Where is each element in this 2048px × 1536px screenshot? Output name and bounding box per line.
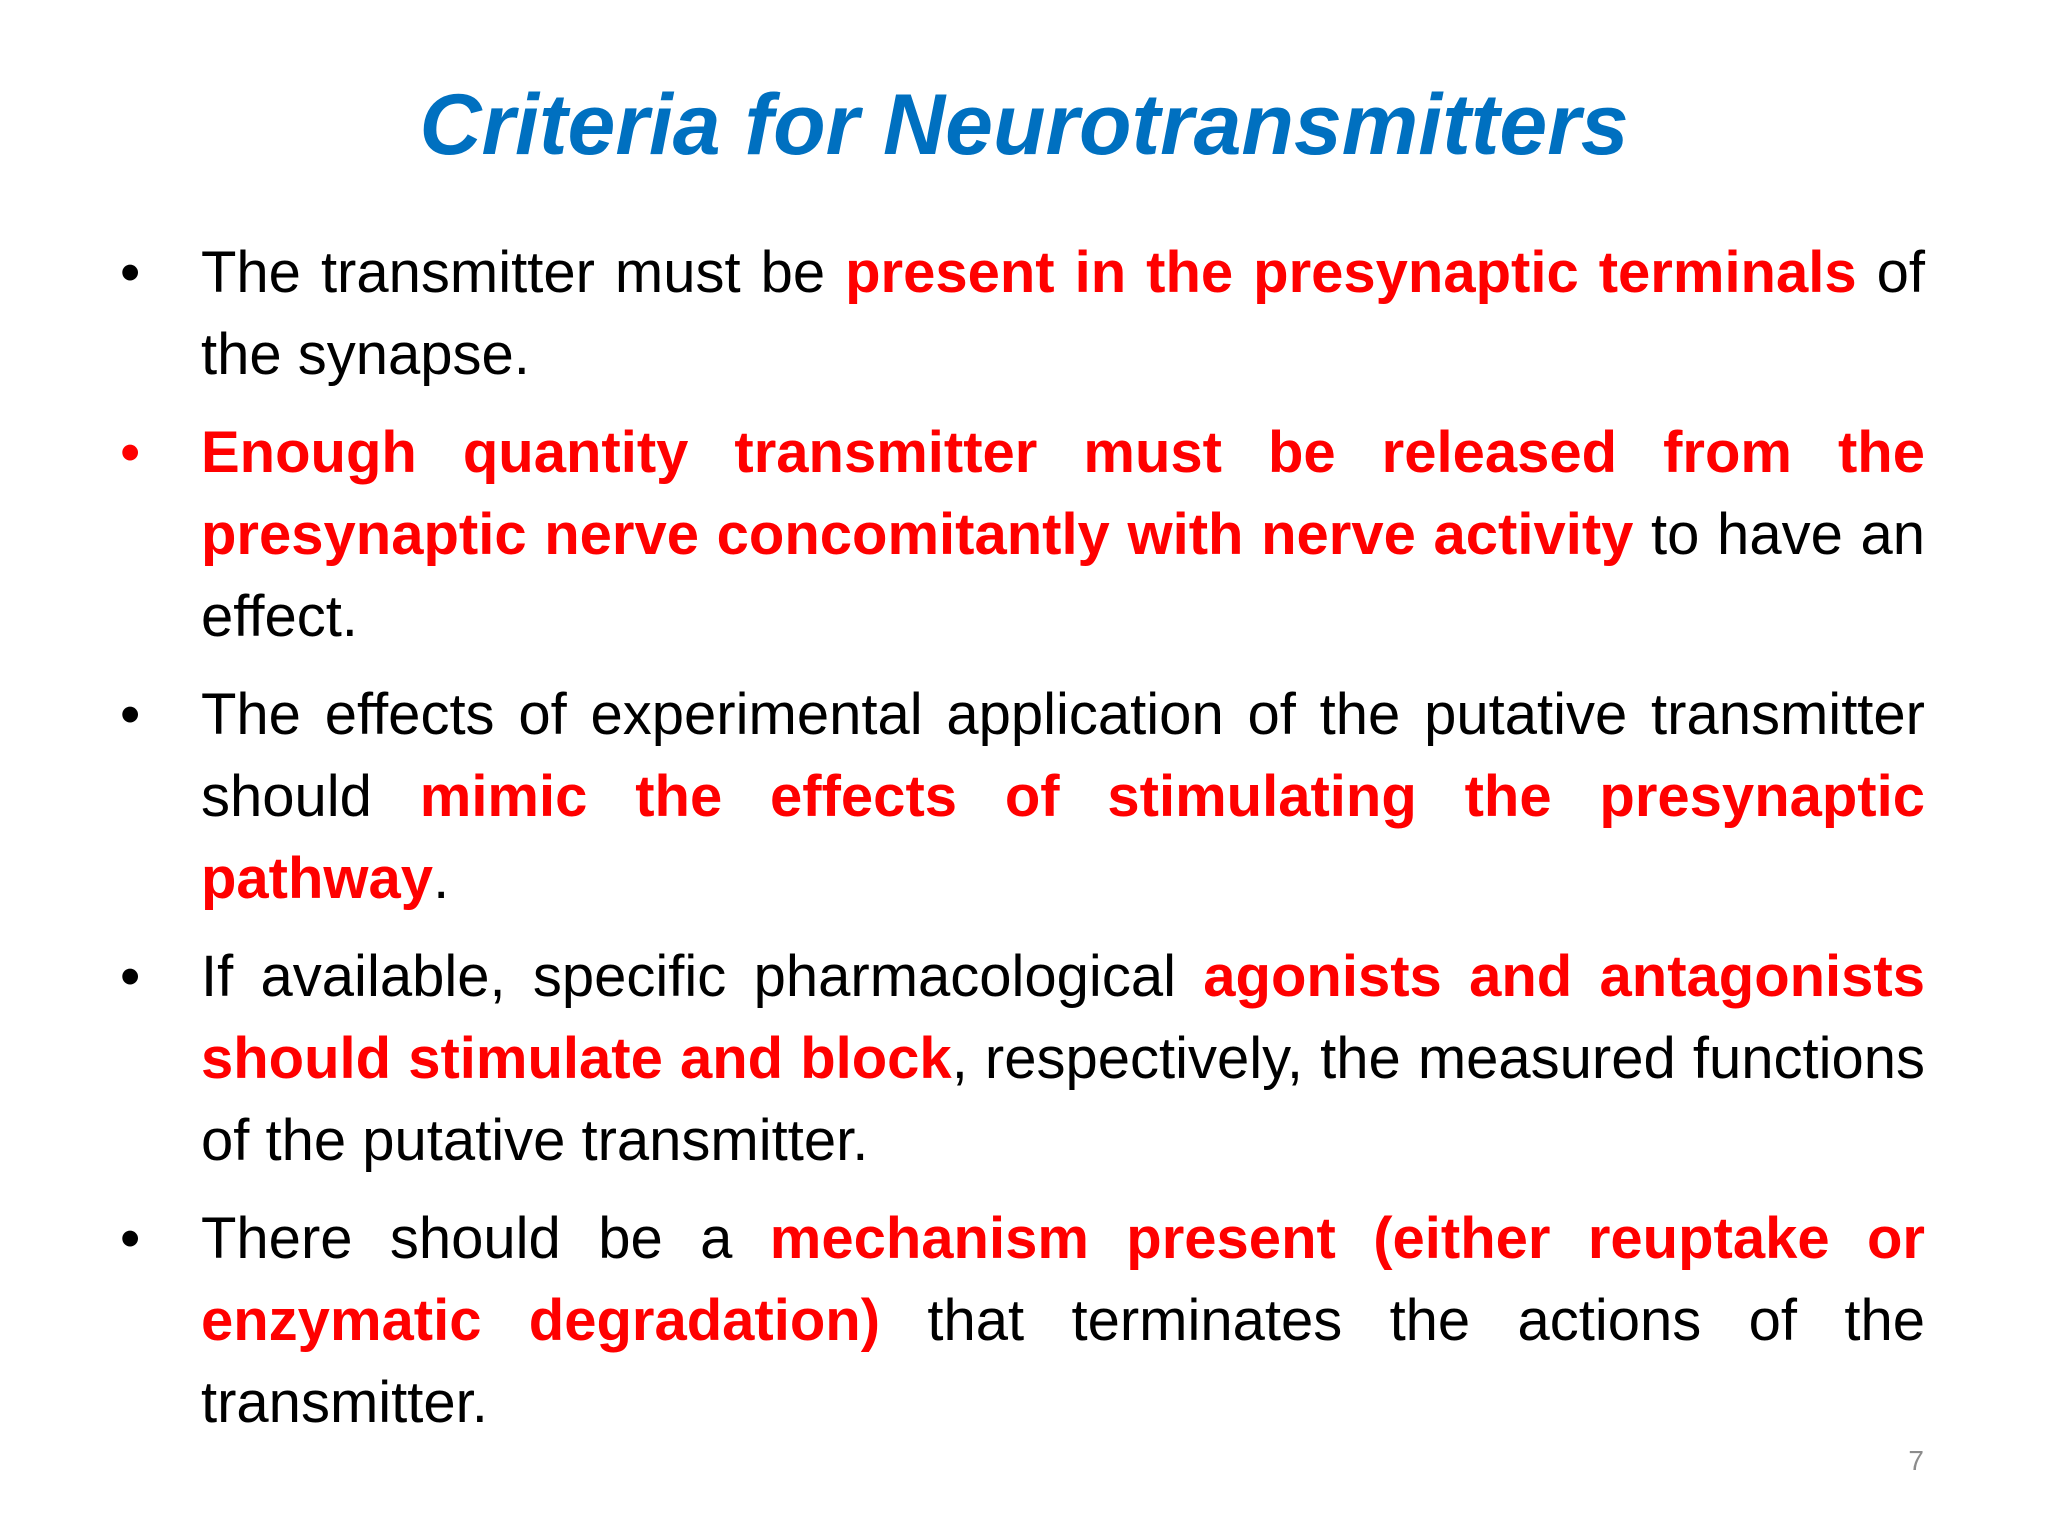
bullet-item [120, 412, 1925, 658]
bullet-text-plain: that terminates the actions of the transmitter. [201, 1288, 1925, 1435]
bullet-list [120, 232, 1925, 1460]
bullet-item [120, 674, 1925, 920]
bullet-point-icon: • [120, 944, 141, 1009]
bullet-text-plain: . [433, 846, 450, 911]
bullet-point-icon: • [120, 1206, 141, 1271]
bullet-text-plain: The effects of experimental application of the putative transmitter should [201, 682, 1925, 829]
bullet-text-highlight: Enough quantity transmitter must be released from the presynaptic nerve concomitantly with nerve activity [201, 420, 1925, 567]
bullet-point-icon: • [120, 240, 141, 305]
bullet-text-plain: If available, specific pharmacological [201, 944, 1204, 1009]
bullet-text-plain: of the synapse. [201, 240, 1925, 387]
bullet-text-highlight: present in the presynaptic terminals [845, 240, 1857, 305]
bullet-item [120, 232, 1925, 396]
bullet-point-icon: • [120, 682, 141, 747]
bullet-item [120, 1198, 1925, 1444]
bullet-text-highlight: mimic the effects of stimulating the presynaptic pathway [201, 764, 1925, 911]
bullet-item [120, 936, 1925, 1182]
slide-title: Criteria for Neurotransmitters [419, 77, 1629, 173]
page-number: 7 [1908, 1445, 1924, 1476]
bullet-text-highlight: agonists and antagonists should stimulate and block [201, 944, 1925, 1091]
bullet-text-highlight: mechanism present (either reuptake or enzymatic degradation) [201, 1206, 1926, 1353]
bullet-text-plain: to have an effect. [201, 502, 1925, 649]
bullet-text-plain: The transmitter must be [201, 240, 846, 305]
bullet-text-plain: There should be a [201, 1206, 770, 1271]
bullet-text-plain: , respectively, the measured functions of the putative transmitter. [201, 1026, 1926, 1173]
bullet-point-icon: • [120, 420, 141, 485]
